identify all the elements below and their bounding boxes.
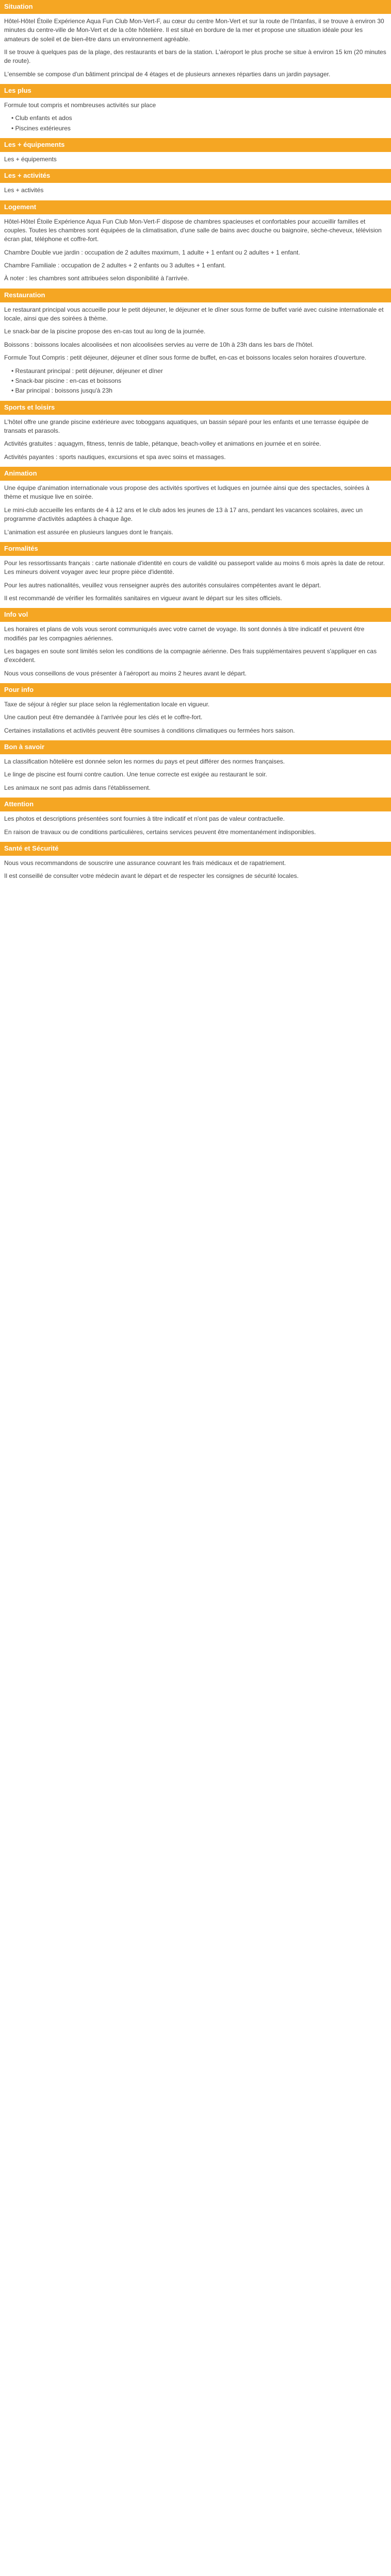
section-paragraph: Hôtel-Hôtel Étoile Expérience Aqua Fun Club Mon-Vert-F, au cœur du centre Mon-Vert et sur la route de l'Intanfas, il se trouve à environ 30 minutes du centre-ville de Mon-Vert et de la côte hôtelière. Il est situé en bordure de la mer et propose une situation idéale pour les amateurs de soleil et de bien-être dans un environnement agréable. xyxy=(4,17,384,43)
section-header-2: Les + équipements xyxy=(0,138,391,152)
section-content-4 xyxy=(0,217,391,283)
section-paragraph: Nous vous conseillons de vous présenter à l'aéroport au moins 2 heures avant le départ. xyxy=(4,669,247,677)
section-paragraph: L'ensemble se compose d'un bâtiment principal de 4 étages et de plusieurs annexes réparties dans un jardin paysager. xyxy=(4,70,331,78)
section-content-12 xyxy=(0,815,391,837)
section-paragraph: L'hôtel offre une grande piscine extérieure avec toboggans aquatiques, un bassin séparé pour les enfants et une terrasse équipée de transats et parasols. xyxy=(4,418,369,435)
list-item: • Snack-bar piscine : en-cas et boissons xyxy=(11,377,387,385)
section-header-11: Bon à savoir xyxy=(0,740,391,754)
section-paragraph: Activités payantes : sports nautiques, excursions et spa avec soins et massages. xyxy=(4,453,226,461)
section-content-11 xyxy=(0,757,391,792)
section-paragraph: Pour les ressortissants français : carte nationale d'identité en cours de validité ou passeport valide au moins 6 mois après la date de retour. Les mineurs doivent voyager avec leur propre pièce d'identité. xyxy=(4,559,385,576)
list-item: • Club enfants et ados xyxy=(11,114,387,123)
section-paragraph: Les bagages en soute sont limités selon les conditions de la compagnie aérienne. Des frais supplémentaires peuvent s'appliquer en cas d'excédent. xyxy=(4,648,377,664)
section-paragraph: Le linge de piscine est fourni contre caution. Une tenue correcte est exigée au restaurant le soir. xyxy=(4,771,267,778)
section-paragraph: Il se trouve à quelques pas de la plage, des restaurants et bars de la station. L'aéroport le plus proche se situe à environ 15 km (20 minutes de route). xyxy=(4,48,386,65)
section-paragraph: La classification hôtelière est donnée selon les normes du pays et peut différer des normes françaises. xyxy=(4,758,285,766)
section-paragraph: Les + équipements xyxy=(4,156,57,163)
section-header-13: Santé et Sécurité xyxy=(0,842,391,856)
section-paragraph: Certaines installations et activités peuvent être soumises à conditions climatiques ou fermées hors saison. xyxy=(4,726,295,734)
section-header-9: Info vol xyxy=(0,608,391,622)
section-header-5: Restauration xyxy=(0,289,391,302)
section-content-1 xyxy=(0,101,391,133)
section-paragraph: Chambre Double vue jardin : occupation de 2 adultes maximum, 1 adulte + 1 enfant ou 2 adultes + 1 enfant. xyxy=(4,248,300,256)
section-content-6 xyxy=(0,418,391,462)
section-paragraph: Chambre Familiale : occupation de 2 adultes + 2 enfants ou 3 adultes + 1 enfant. xyxy=(4,262,226,269)
section-paragraph: Hôtel-Hôtel Étoile Expérience Aqua Fun Club Mon-Vert-F dispose de chambres spacieuses et confortables pour accueillir familles et couples. Toutes les chambres sont équipées de la climatisation, d'une salle de bains avec douche ou baignoire, sèche-cheveux, télévision écran plat, téléphone et coffre-fort. xyxy=(4,217,382,243)
page xyxy=(0,0,391,881)
section-paragraph: Formule tout compris et nombreuses activités sur place xyxy=(4,101,156,109)
section-paragraph: Il est recommandé de vérifier les formalités sanitaires en vigueur avant le départ sur les sites officiels. xyxy=(4,595,282,602)
section-paragraph: Les + activités xyxy=(4,187,44,194)
section-header-0: Situation xyxy=(0,0,391,14)
section-content-5 xyxy=(0,306,391,396)
section-content-9 xyxy=(0,625,391,678)
section-content-13 xyxy=(0,859,391,881)
section-paragraph: Le restaurant principal vous accueille pour le petit déjeuner, le déjeuner et le dîner sous forme de buffet varié avec cuisine internationale et locale, ainsi que des soirées à thème. xyxy=(4,306,384,323)
section-paragraph: Taxe de séjour à régler sur place selon la réglementation locale en vigueur. xyxy=(4,701,210,708)
section-content-3 xyxy=(0,186,391,195)
section-header-12: Attention xyxy=(0,798,391,811)
section-paragraph: L'animation est assurée en plusieurs langues dont le français. xyxy=(4,528,173,536)
section-header-1: Les plus xyxy=(0,84,391,98)
section-header-8: Formalités xyxy=(0,542,391,556)
list-item: • Bar principal : boissons jusqu'à 23h xyxy=(11,386,387,395)
section-paragraph: Le snack-bar de la piscine propose des en-cas tout au long de la journée. xyxy=(4,328,206,335)
section-content-8 xyxy=(0,559,391,603)
section-content-7 xyxy=(0,484,391,537)
section-paragraph: Il est conseillé de consulter votre médecin avant le départ et de respecter les consignes de sécurité locales. xyxy=(4,872,299,880)
section-paragraph: Une équipe d'animation internationale vous propose des activités sportives et ludiques en journée ainsi que des spectacles, soirées à thème et musique live en soirée. xyxy=(4,484,370,501)
section-paragraph: Les photos et descriptions présentées sont fournies à titre indicatif et n'ont pas de valeur contractuelle. xyxy=(4,815,285,823)
section-paragraph: Pour les autres nationalités, veuillez vous renseigner auprès des autorités consulaires compétentes avant le départ. xyxy=(4,581,321,589)
section-header-10: Pour info xyxy=(0,683,391,697)
section-paragraph: À noter : les chambres sont attribuées selon disponibilité à l'arrivée. xyxy=(4,275,189,282)
section-paragraph: Boissons : boissons locales alcoolisées et non alcoolisées servies au verre de 10h à 23h dans les bars de l'hôtel. xyxy=(4,341,314,348)
section-paragraph: Une caution peut être demandée à l'arrivée pour les clés et le coffre-fort. xyxy=(4,714,203,721)
section-content-0 xyxy=(0,17,391,79)
section-paragraph: Activités gratuites : aquagym, fitness, tennis de table, pétanque, beach-volley et animations en journée et en soirée. xyxy=(4,440,321,448)
section-paragraph: Le mini-club accueille les enfants de 4 à 12 ans et le club ados les jeunes de 13 à 17 ans, pendant les vacances scolaires, avec un programme d'activités adaptées à chaque âge. xyxy=(4,506,363,523)
section-paragraph: Les horaires et plans de vols vous seront communiqués avec votre carnet de voyage. Ils sont donnés à titre indicatif et peuvent être modifiés par les compagnies aériennes. xyxy=(4,625,365,642)
list-item: • Restaurant principal : petit déjeuner, déjeuner et dîner xyxy=(11,367,387,376)
section-header-4: Logement xyxy=(0,200,391,214)
section-paragraph: Les animaux ne sont pas admis dans l'établissement. xyxy=(4,784,151,791)
section-paragraph: En raison de travaux ou de conditions particulières, certains services peuvent être momentanément indisponibles. xyxy=(4,828,316,836)
section-paragraph: Formule Tout Compris : petit déjeuner, déjeuner et dîner sous forme de buffet, en-cas et boissons locales selon horaires d'ouverture. xyxy=(4,354,367,362)
list-item: • Piscines extérieures xyxy=(11,124,387,133)
section-header-3: Les + activités xyxy=(0,169,391,183)
section-content-10 xyxy=(0,700,391,735)
section-header-7: Animation xyxy=(0,467,391,481)
section-content-2 xyxy=(0,155,391,164)
section-header-6: Sports et loisirs xyxy=(0,401,391,415)
section-paragraph: Nous vous recommandons de souscrire une assurance couvrant les frais médicaux et de rapatriement. xyxy=(4,859,286,867)
